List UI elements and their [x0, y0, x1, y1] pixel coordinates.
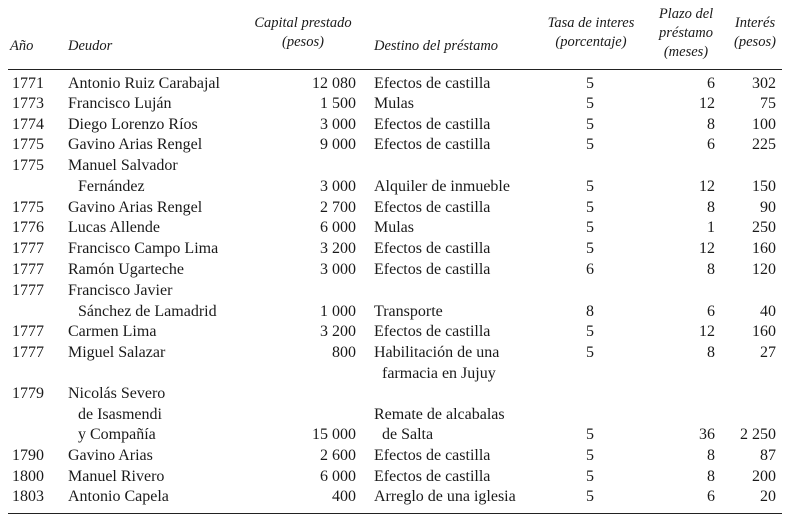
row-year: 1803: [12, 488, 44, 505]
row-term: 36: [699, 426, 715, 444]
row-year: 1790: [12, 447, 44, 464]
row-destination: Efectos de castilla: [374, 261, 491, 278]
row-capital: 1 500: [320, 95, 356, 112]
row-year: 1800: [12, 468, 44, 485]
row-year: 1773: [12, 95, 44, 112]
row-rate: 5: [586, 240, 594, 257]
header-rate-line2: (porcentaje): [555, 34, 627, 50]
header-interest-line2: (pesos): [734, 34, 776, 50]
header-term-line3: (meses): [663, 44, 709, 60]
row-term: 6: [707, 136, 715, 153]
row-interest: 27: [760, 344, 776, 361]
row-rate: 8: [586, 302, 594, 320]
row-year: 1774: [12, 116, 44, 133]
row-capital: 9 000: [320, 136, 356, 153]
row-term: 8: [707, 261, 715, 278]
row-destination: Mulas: [374, 95, 414, 112]
row-year: 1777: [12, 323, 44, 340]
row-capital: 800: [332, 344, 356, 361]
row-debtor: Sánchez de Lamadrid: [78, 302, 217, 320]
row-destination: Efectos de castilla: [374, 447, 491, 464]
row-term: 8: [707, 344, 715, 361]
row-debtor: Gavino Arias Rengel: [68, 136, 203, 153]
row-destination: Efectos de castilla: [374, 116, 491, 133]
row-term: 1: [707, 219, 715, 236]
row-destination: de Salta: [382, 426, 434, 444]
row-debtor: Francisco Luján: [68, 95, 172, 112]
row-year: 1776: [12, 219, 44, 236]
row-term: 8: [707, 199, 715, 216]
row-rate: 6: [586, 261, 594, 278]
header-rate: [538, 14, 644, 52]
row-destination: Efectos de castilla: [374, 136, 491, 153]
row-year: 1777: [12, 344, 44, 361]
row-year: 1777: [12, 261, 44, 278]
row-rate: 5: [586, 136, 594, 153]
row-debtor: Antonio Capela: [68, 488, 169, 505]
header-term-line1: Plazo del: [658, 6, 714, 22]
header-year: Año: [10, 38, 34, 54]
row-destination: Efectos de castilla: [374, 199, 491, 216]
row-year: 1779: [12, 385, 44, 402]
row-capital: 3 200: [320, 323, 356, 340]
row-year: 1771: [12, 75, 44, 92]
row-year: 1775: [12, 199, 44, 216]
row-term: 12: [699, 177, 715, 195]
row-capital: 2 600: [320, 447, 356, 464]
row-interest: 40: [760, 302, 776, 320]
row-rate: 5: [586, 323, 594, 340]
header-term-line2: préstamo: [659, 25, 713, 41]
row-term: 12: [699, 95, 715, 112]
row-interest: 160: [752, 323, 776, 340]
row-interest: 302: [752, 75, 776, 92]
row-term: 8: [707, 447, 715, 464]
row-interest: 75: [760, 95, 776, 112]
row-rate: 5: [586, 426, 594, 444]
row-rate: 5: [586, 468, 594, 485]
row-interest: 225: [752, 136, 776, 153]
row-debtor: y Compañía: [78, 426, 156, 444]
row-rate: 5: [586, 219, 594, 236]
row-debtor: Francisco Javier: [68, 282, 173, 299]
row-interest: 2 250: [740, 426, 776, 444]
row-capital: 3 000: [320, 177, 356, 195]
row-term: 6: [707, 488, 715, 505]
row-debtor: de Isasmendi: [78, 405, 162, 423]
row-destination: Efectos de castilla: [374, 323, 491, 340]
header-interest-line1: Interés: [734, 15, 776, 31]
row-capital: 3 000: [320, 261, 356, 278]
row-rate: 5: [586, 447, 594, 464]
row-rate: 5: [586, 95, 594, 112]
row-term: 8: [707, 116, 715, 133]
row-year: 1777: [12, 240, 44, 257]
row-interest: 100: [752, 116, 776, 133]
row-interest: 90: [760, 199, 776, 216]
row-destination: Habilitación de una: [374, 344, 500, 361]
row-term: 12: [699, 323, 715, 340]
row-year: 1775: [12, 136, 44, 153]
row-rate: 5: [586, 488, 594, 505]
header-capital-line1: Capital prestado: [254, 15, 352, 31]
row-debtor: Manuel Salvador: [68, 157, 178, 174]
row-year: 1775: [12, 157, 44, 174]
row-debtor: Francisco Campo Lima: [68, 240, 219, 257]
row-debtor: Gavino Arias: [68, 447, 153, 464]
header-debtor: Deudor: [68, 38, 113, 54]
row-term: 6: [707, 75, 715, 92]
row-capital: 12 080: [312, 75, 356, 92]
footer-rule: [8, 513, 782, 514]
row-destination: Efectos de castilla: [374, 468, 491, 485]
row-interest: 87: [760, 447, 776, 464]
row-destination: Alquiler de inmueble: [374, 177, 510, 195]
row-term: 6: [707, 302, 715, 320]
row-destination: Efectos de castilla: [374, 75, 491, 92]
row-rate: 5: [586, 75, 594, 92]
row-debtor: Diego Lorenzo Ríos: [68, 116, 198, 133]
header-destination: Destino del préstamo: [374, 38, 499, 54]
row-destination: Mulas: [374, 219, 414, 236]
row-rate: 5: [586, 177, 594, 195]
row-destination: Arreglo de una iglesia: [374, 488, 516, 505]
row-capital: 6 000: [320, 219, 356, 236]
row-term: 8: [707, 468, 715, 485]
row-rate: 5: [586, 116, 594, 133]
header-term: [650, 5, 722, 62]
row-debtor: Nicolás Severo: [68, 385, 166, 402]
row-debtor: Miguel Salazar: [68, 344, 166, 361]
row-year: 1777: [12, 282, 44, 299]
row-rate: 5: [586, 199, 594, 216]
header-capital-line2: (pesos): [282, 34, 324, 50]
row-rate: 5: [586, 344, 594, 361]
header-rate-line1: Tasa de interes: [547, 15, 635, 31]
row-interest: 250: [752, 219, 776, 236]
row-capital: 1 000: [320, 302, 356, 320]
row-destination: Remate de alcabalas: [374, 405, 505, 423]
row-destination: Transporte: [374, 302, 443, 320]
row-debtor: Manuel Rivero: [68, 468, 165, 485]
row-debtor: Antonio Ruiz Carabajal: [68, 75, 220, 92]
row-capital: 400: [332, 488, 356, 505]
row-destination: Efectos de castilla: [374, 240, 491, 257]
header-rule: [8, 69, 782, 70]
row-term: 12: [699, 240, 715, 257]
row-interest: 200: [752, 468, 776, 485]
header-interest: [726, 14, 784, 52]
header-capital: [244, 14, 362, 52]
row-debtor: Gavino Arias Rengel: [68, 199, 203, 216]
row-interest: 160: [752, 240, 776, 257]
row-interest: 120: [752, 261, 776, 278]
row-interest: 20: [760, 488, 776, 505]
row-debtor: Fernández: [78, 177, 145, 195]
row-capital: 3 000: [320, 116, 356, 133]
row-debtor: Lucas Allende: [68, 219, 160, 236]
row-capital: 2 700: [320, 199, 356, 216]
row-interest: 150: [752, 177, 776, 195]
row-destination: farmacia en Jujuy: [382, 364, 496, 382]
row-debtor: Ramón Ugarteche: [68, 261, 184, 278]
row-capital: 3 200: [320, 240, 356, 257]
row-debtor: Carmen Lima: [68, 323, 157, 340]
row-capital: 6 000: [320, 468, 356, 485]
row-capital: 15 000: [312, 426, 356, 444]
